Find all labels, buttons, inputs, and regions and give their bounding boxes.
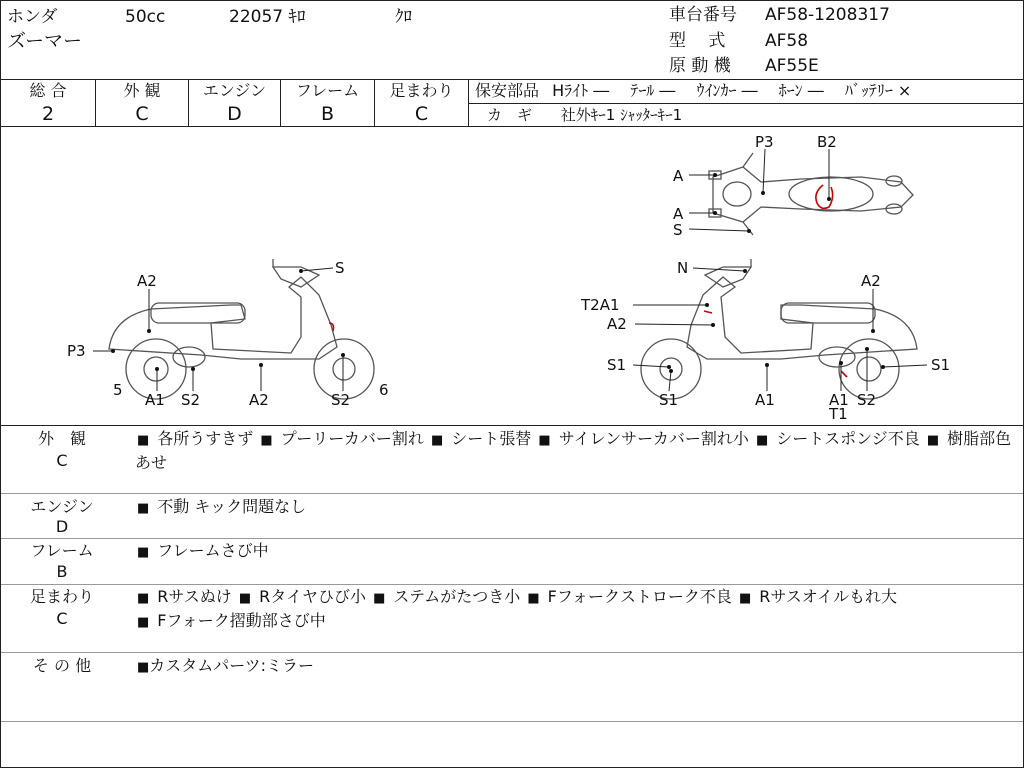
vehicle-header xyxy=(1,1,1023,80)
safety-parts xyxy=(469,80,1023,126)
grade-exterior-value: C xyxy=(135,103,149,125)
grade-overall-value: 2 xyxy=(41,103,55,125)
remark-item: シート張替 xyxy=(451,429,532,448)
displacement: 50cc xyxy=(125,7,166,27)
remarks-suspension-grade: C xyxy=(56,609,68,628)
remarks-other-text: ■カスタムパーツ:ミラー xyxy=(137,656,315,675)
label-right-a1: A1 xyxy=(755,391,775,409)
label-top-s: S xyxy=(673,221,683,239)
grade-exterior xyxy=(96,80,189,126)
grade-frame xyxy=(281,80,375,126)
label-top-p3: P3 xyxy=(755,133,774,151)
grade-engine-value: D xyxy=(227,103,242,125)
label-top-a2: A xyxy=(673,205,684,223)
label-right-s1-rear: S1 xyxy=(931,356,951,374)
label-right-s1-wheel: S1 xyxy=(659,391,679,409)
grade-frame-label: フレーム xyxy=(295,81,360,100)
remarks-exterior xyxy=(1,426,1023,494)
damage-mark-right-rear xyxy=(841,371,847,377)
label-top-a1: A xyxy=(673,167,684,185)
label-left-s2: S2 xyxy=(181,391,201,409)
remarks-exterior-category: 外 観 xyxy=(37,429,86,448)
remark-item: カスタムパーツ:ミラー xyxy=(149,656,315,675)
key-value: 社外ｷｰ1 ｼｬｯﾀｰｷｰ1 xyxy=(560,106,683,124)
remark-item: 各所うすきず xyxy=(157,429,254,448)
label-right-a2-top: A2 xyxy=(861,272,881,290)
damage-mark-right-front xyxy=(704,311,712,313)
frame-no-label: 車台番号 xyxy=(669,5,737,25)
safety-label: 保安部品 xyxy=(475,81,540,100)
label-left-a2-top: A2 xyxy=(137,272,157,290)
engine-model: AF55E xyxy=(765,56,819,76)
grade-frame-value: B xyxy=(320,103,335,125)
label-right-a1-rear: A1 xyxy=(829,391,849,409)
remark-item: サイレンサーカバー割れ小 xyxy=(558,429,749,448)
label-right-n: N xyxy=(677,259,689,277)
grade-engine xyxy=(189,80,281,126)
remarks-exterior-grade: C xyxy=(56,451,68,470)
remarks-suspension-text: ■ Rサスぬけ ■ Rタイヤひび小 ■ ステムがたつき小 ■ Fフォークストローク不良 ■ Rサスオイルもれ大 ■ Fフォーク摺動部さび中 xyxy=(137,587,897,630)
grade-suspension-label: 足まわり xyxy=(389,81,454,100)
grade-overall xyxy=(1,80,96,126)
label-left-s: S xyxy=(335,259,345,277)
remark-item: Rタイヤひび小 xyxy=(259,587,366,606)
remark-item: Rサスぬけ xyxy=(157,587,232,606)
remarks-engine-text: ■ 不動 キック問題なし xyxy=(137,497,307,516)
grade-engine-label: エンジン xyxy=(202,81,267,100)
remarks-other xyxy=(1,653,1023,722)
remarks-frame-text: ■ フレームさび中 xyxy=(137,541,269,560)
remarks-engine-category: エンジン xyxy=(30,497,94,516)
type: AF58 xyxy=(765,31,809,51)
label-right-t1: T1 xyxy=(829,405,848,423)
remarks-suspension-category: 足まわり xyxy=(29,587,94,606)
label-left-s2-rear: S2 xyxy=(331,391,351,409)
label-left-a2-bottom: A2 xyxy=(249,391,269,409)
remarks-suspension xyxy=(1,585,1023,653)
grade-row xyxy=(1,80,1023,127)
safety-parts-row xyxy=(469,80,1023,104)
label-right-a2: A2 xyxy=(607,315,627,333)
remark-item: Fフォーク摺動部さび中 xyxy=(157,611,326,630)
remarks-frame-grade: B xyxy=(56,562,68,581)
remark-item: Fフォークストローク不良 xyxy=(547,587,732,606)
remark-item: シートスポンジ不良 xyxy=(776,429,920,448)
grade-suspension-value: C xyxy=(414,103,429,125)
damage-diagram xyxy=(1,127,1023,426)
remarks-frame-category: フレーム xyxy=(30,541,94,560)
label-right-s2: S2 xyxy=(857,391,877,409)
key-row xyxy=(469,104,1023,126)
label-right-s1-front: S1 xyxy=(607,356,627,374)
remarks-engine xyxy=(1,494,1023,539)
remark-item: Rサスオイルもれ大 xyxy=(759,587,897,606)
key-label: カ ギ xyxy=(487,106,533,124)
label-left-p3: P3 xyxy=(67,342,86,360)
scooter-diagram xyxy=(1,127,1023,425)
remark-item: ステムがたつき小 xyxy=(393,587,521,606)
remarks-other-category: そ の 他 xyxy=(32,656,92,675)
remark-item: 不動 キック問題なし xyxy=(157,497,307,516)
label-left-a1: A1 xyxy=(145,391,165,409)
label-top-b2: B2 xyxy=(817,133,837,151)
label-left-6: 6 xyxy=(379,381,389,399)
type-label: 型 式 xyxy=(669,31,726,51)
label-right-t2a1: T2A1 xyxy=(581,296,620,314)
grade-overall-label: 総 合 xyxy=(29,81,67,100)
grade-suspension xyxy=(375,80,469,126)
color: ｸﾛ xyxy=(395,7,412,27)
damage-mark-seat xyxy=(816,185,833,208)
remark-item: プーリーカバー割れ xyxy=(280,429,424,448)
engine-label: 原 動 機 xyxy=(669,56,731,76)
maker: ホンダ xyxy=(7,7,58,27)
frame-no: AF58-1208317 xyxy=(765,5,890,25)
safety-items: Hﾗｲﾄ ― ﾃｰﾙ ― ｳｲﾝｶｰ ― ﾎｰﾝ ― ﾊﾞｯﾃﾘｰ × xyxy=(552,81,912,100)
remarks-exterior-text: ■ 各所うすきず ■ プーリーカバー割れ ■ シート張替 ■ サイレンサーカバー割れ小 ■ シートスポンジ不良 ■ 樹脂部色あせ xyxy=(135,429,1012,472)
scooter-top-view xyxy=(709,153,913,235)
remarks-engine-grade: D xyxy=(55,517,69,536)
remarks-frame xyxy=(1,539,1023,585)
mileage: 22057 ｷﾛ xyxy=(229,7,306,27)
label-left-5: 5 xyxy=(113,381,123,399)
remark-item: フレームさび中 xyxy=(157,541,269,560)
remark-item: 樹脂部色あせ xyxy=(135,429,1012,472)
grade-exterior-label: 外 観 xyxy=(123,81,161,100)
model-name: ズーマー xyxy=(7,30,83,52)
